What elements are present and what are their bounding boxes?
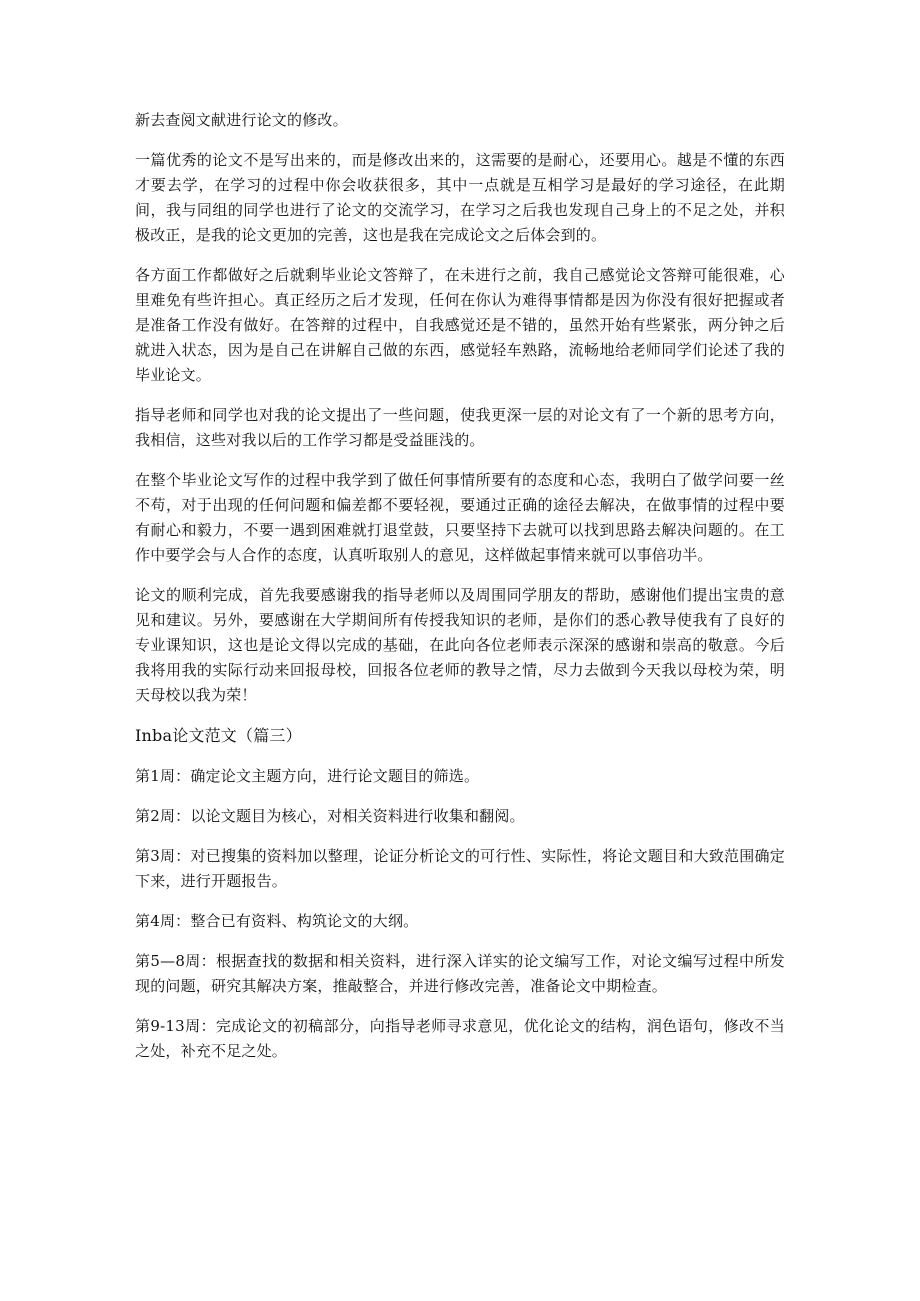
paragraph-feedback: 指导老师和同学也对我的论文提出了一些问题，使我更深一层的对论文有了一个新的思考方向，我相信，这些对我以后的工作学习都是受益匪浅的。: [135, 406, 785, 449]
document-body: [135, 108, 785, 1079]
paragraph-defense: 各方面工作都做好之后就剩毕业论文答辩了，在未进行之前，我自己感觉论文答辩可能很难，心里难免有些许担心。真正经历之后才发现，任何在你认为难得事情都是因为你没有很好把握或者是准备工作没有做好。在答辩的过程中，自我感觉还是不错的，虽然开始有些紧张，两分钟之后就进入状态，因为是自己在讲解自己做的东西，感觉轻车熟路，流畅地给老师同学们论述了我的毕业论文。: [135, 266, 785, 384]
schedule-week-2: 第2周：以论文题目为核心，对相关资料进行收集和翻阅。: [135, 807, 525, 825]
schedule-week-1: 第1周：确定论文主题方向，进行论文题目的筛选。: [135, 767, 480, 785]
schedule-week-3: 第3周：对已搜集的资料加以整理，论证分析论文的可行性、实际性，将论文题目和大致范围确定下来，进行开题报告。: [135, 847, 785, 890]
schedule-week-9-13: 第9-13周：完成论文的初稿部分，向指导老师寻求意见，优化论文的结构，润色语句，修改不当之处，补充不足之处。: [135, 1017, 785, 1060]
paragraph-revision-end: 新去查阅文献进行论文的修改。: [135, 111, 348, 129]
paragraph-revision-reflection: 一篇优秀的论文不是写出来的，而是修改出来的，这需要的是耐心，还要用心。越是不懂的东西才要去学，在学习的过程中你会收获很多，其中一点就是互相学习是最好的学习途径，在此期间，我与同组的同学也进行了论文的交流学习，在学习之后我也发现自己身上的不足之处，并积极改正，是我的论文更加的完善，这也是我在完成论文之后体会到的。: [135, 151, 785, 244]
paragraph-attitude: 在整个毕业论文写作的过程中我学到了做任何事情所要有的态度和心态，我明白了做学问要一丝不苟，对于出现的任何问题和偏差都不要轻视，要通过正确的途径去解决，在做事情的过程中要有耐心和毅力，不要一遇到困难就打退堂鼓，只要坚持下去就可以找到思路去解决问题的。在工作中要学会与人合作的态度，认真听取别人的意见，这样做起事情来就可以事倍功半。: [135, 471, 785, 564]
paragraph-acknowledgement: 论文的顺利完成，首先我要感谢我的指导老师以及周围同学朋友的帮助，感谢他们提出宝贵的意见和建议。另外，要感谢在大学期间所有传授我知识的老师，是你们的悉心教导使我有了良好的专业课知识，这也是论文得以完成的基础，在此向各位老师表示深深的感谢和崇高的敬意。今后我将用我的实际行动来回报母校，回报各位老师的教导之情，尽力去做到今天我以母校为荣，明天母校以我为荣！: [135, 586, 785, 704]
section-heading: Inba论文范文（篇三）: [135, 726, 302, 745]
schedule-week-4: 第4周：整合已有资料、构筑论文的大纲。: [135, 912, 419, 930]
schedule-week-5-8: 第5—8周：根据查找的数据和相关资料，进行深入详实的论文编写工作，对论文编写过程中所发现的问题，研究其解决方案，推敲整合，并进行修改完善，准备论文中期检查。: [135, 952, 785, 995]
